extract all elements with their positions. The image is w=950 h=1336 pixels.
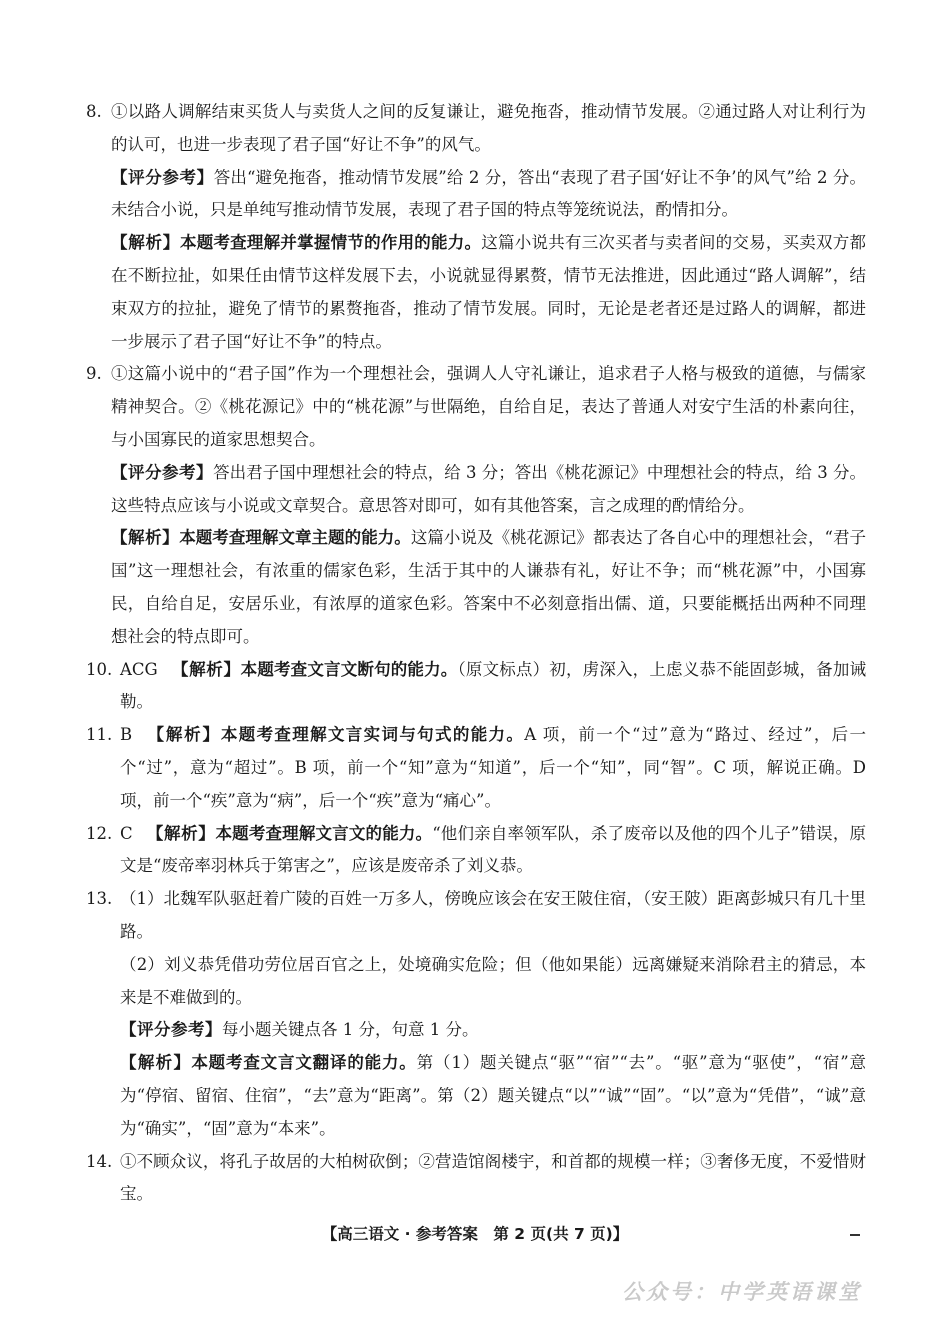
analysis (120, 1047, 866, 1145)
question-number: 12. (86, 823, 113, 843)
analysis-text: 这篇小说共有三次买者与卖者间的交易，买卖双方都在不断拉扯，如果任由情节这样发展下去，小说就显得累赘，情节无法推进，因此通过“路人调解”，结束双方的拉扯，避免了情节的累赘拖沓，推动了情节发展。同时，无论是老者还是过路人的调解，都进一步展示了君子国“好让不争”的特点。 (111, 233, 867, 351)
answer-choice: B (120, 725, 133, 745)
question-11 (86, 719, 866, 817)
answer-with-analysis (120, 654, 866, 720)
watermark: 公众号：中学英语课堂 (622, 1279, 862, 1304)
question-14 (86, 1146, 866, 1212)
scoring-reference (120, 1014, 866, 1047)
analysis-lead: 本题考查文言文翻译的能力。 (191, 1053, 417, 1073)
answer-with-analysis (120, 818, 866, 884)
answer-text (111, 358, 866, 456)
scoring-tag: 【评分参考】 (111, 462, 214, 482)
question-number: 13. (86, 889, 113, 909)
answer-body: ①这篇小说中的“君子国”作为一个理想社会，强调人人守礼谦让，追求君子人格与极致的道德，与儒家精神契合。②《桃花源记》中的“桃花源”与世隔绝，自给自足，表达了普通人对安宁生活的朴素向往，与小国寡民的道家思想契合。 (111, 364, 866, 449)
answer-choice: ACG (120, 659, 158, 679)
answer-body: ①以路人调解结束买货人与卖货人之间的反复谦让，避免拖沓，推动情节发展。②通过路人对让利行为的认可，也进一步表现了君子国“好让不争”的风气。 (111, 102, 866, 154)
question-number: 8. (86, 102, 102, 121)
question-9 (86, 358, 866, 653)
scoring-text: 答出君子国中理想社会的特点，给 3 分；答出《桃花源记》中理想社会的特点，给 3 分。这些特点应该与小说或文章契合。意思答对即可，如有其他答案，言之成理的酌情给分。 (111, 462, 867, 515)
analysis-text: （原文标点）初，虏深入，上虑义恭不能固彭城，备加诫勒。 (120, 659, 867, 712)
answer-content (86, 96, 866, 1211)
scoring-text: 每小题关键点各 1 分，句意 1 分。 (222, 1020, 479, 1040)
analysis-tag: 【解析】 (146, 725, 221, 745)
answer-text (111, 96, 866, 162)
scoring-reference (111, 162, 866, 228)
analysis-tag: 【解析】 (146, 823, 216, 843)
analysis-tag: 【解析】 (171, 659, 241, 679)
page-footer: 【高三语文 · 参考答案 第 2 页(共 7 页)】 (321, 1225, 629, 1243)
answer-text (120, 1146, 866, 1212)
question-10 (86, 654, 866, 720)
answer-part-1 (120, 883, 866, 949)
analysis (111, 227, 866, 358)
answer-body: （2）刘义恭凭借功劳位居百官之上，处境确实危险；但（他如果能）远离嫌疑来消除君主的猜忌，本来是不难做到的。 (120, 954, 866, 1007)
question-13 (86, 883, 866, 1145)
scoring-tag: 【评分参考】 (120, 1020, 222, 1040)
analysis-lead: 本题考查理解文言文的能力。 (215, 823, 433, 843)
analysis-lead: 本题考查文言文断句的能力。 (240, 659, 458, 679)
question-number: 14. (86, 1151, 113, 1171)
analysis-lead: 本题考查理解文章主题的能力。 (179, 528, 411, 548)
question-12 (86, 818, 866, 884)
question-8 (86, 96, 866, 358)
answer-choice: C (120, 823, 133, 843)
scoring-reference (111, 457, 866, 523)
answer-part-2 (120, 949, 866, 1015)
analysis-tag: 【解析】 (111, 233, 180, 253)
analysis-text: 这篇小说及《桃花源记》都表达了各自心中的理想社会，“君子国”这一理想社会，有浓重的儒家色彩，生活于其中的人谦恭有礼，好让不争；而“桃花源”中，小国寡民，自给自足，安居乐业，有浓厚的道家色彩。答案中不必刻意指出儒、道，只要能概括出两种不同理想社会的特点即可。 (111, 528, 867, 646)
analysis-lead: 本题考查理解并掌握情节的作用的能力。 (179, 233, 482, 253)
analysis-tag: 【解析】 (111, 528, 180, 548)
scoring-tag: 【评分参考】 (111, 167, 214, 187)
answer-body: （1）北魏军队驱赶着广陵的百姓一万多人，傍晚应该会在安王陂住宿，（安王陂）距离彭城只有几十里路。 (120, 889, 866, 941)
answer-body: ①不顾众议，将孔子故居的大柏树砍倒；②营造馆阁楼宇，和首都的规模一样；③奢侈无度，不爱惜财宝。 (120, 1151, 866, 1204)
question-number: 11. (86, 725, 113, 745)
analysis-text: 第（1）题关键点“驱”“宿”“去”。“驱”意为“驱使”，“宿”意为“停宿、留宿、住宿”，“去”意为“距离”。第（2）题关键点“以”“诚”“固”。“以”意为“凭借”，“诚”意为“确实”，“固”意为“本来”。 (120, 1053, 867, 1138)
answer-with-analysis (120, 719, 866, 817)
analysis-tag: 【解析】 (120, 1053, 192, 1073)
analysis (111, 522, 866, 653)
footer-mark (850, 1234, 860, 1236)
analysis-text: “他们亲自率领军队，杀了废帝以及他的四个儿子”错误，原文是“废帝率羽林兵于第害之”，应该是废帝杀了刘义恭。 (120, 823, 867, 876)
analysis-lead: 本题考查理解文言实词与句式的能力。 (220, 725, 525, 745)
question-number: 10. (86, 659, 113, 679)
analysis-text: A 项，前一个“过”意为“路过、经过”，后一个“过”，意为“超过”。B 项，前一个“知”意为“知道”，后一个“知”，同“智”。C 项，解说正确。D 项，前一个“疾”意为“病”，后一个“疾”意为“痛心”。 (120, 725, 867, 810)
question-number: 9. (86, 364, 102, 384)
scoring-text: 答出“避免拖沓，推动情节发展”给 2 分，答出“表现了君子国‘好让不争’的风气”给 2 分。未结合小说，只是单纯写推动情节发展，表现了君子国的特点等笼统说法，酌情扣分。 (111, 167, 866, 220)
